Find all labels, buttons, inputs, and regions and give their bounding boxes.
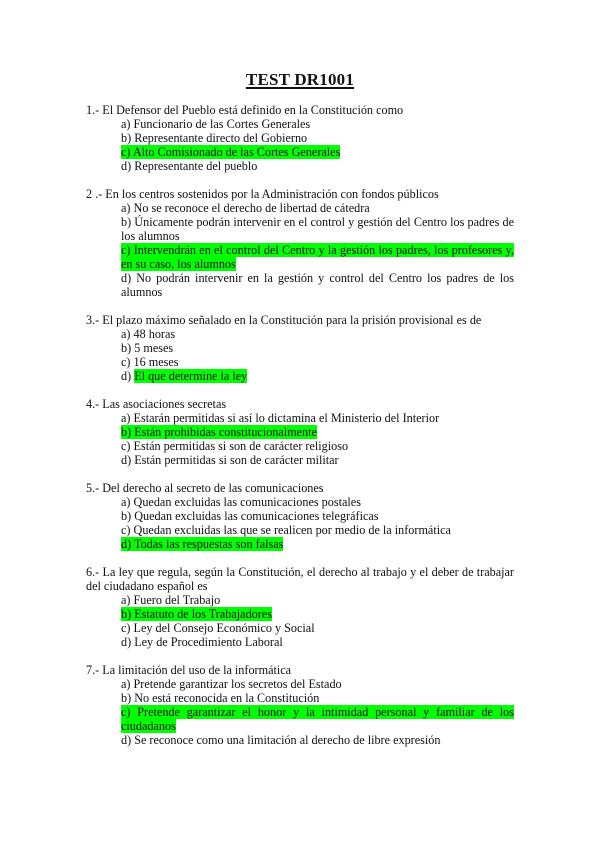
question-2 [86, 187, 514, 299]
question-text: 6.- La ley que regula, según la Constitución, el derecho al trabajo y el deber de trabajar del ciudadano español es [86, 565, 514, 593]
question-text: 5.- Del derecho al secreto de las comunicaciones [86, 481, 324, 495]
document-title: TEST DR1001 [245, 70, 355, 89]
question-text: 2 .- En los centros sostenidos por la Administración con fondos públicos [86, 187, 439, 201]
question-6 [86, 565, 514, 649]
correct-answer-highlight: c) Pretende garantizar el honor y la intimidad personal y familiar de los ciudadanos [121, 705, 514, 733]
option-d: d) Están permitidas si son de carácter militar [121, 453, 339, 467]
question-7 [86, 663, 514, 747]
option-b: b) No está reconocida en la Constitución [121, 691, 320, 705]
question-1 [86, 103, 514, 173]
option-d: d) No podrán intervenir en la gestión y control del Centro los padres de los alumnos [121, 271, 514, 299]
option-d: d) Se reconoce como una limitación al derecho de libre expresión [121, 733, 441, 747]
option-a: a) Fuero del Trabajo [121, 593, 221, 607]
question-text: 7.- La limitación del uso de la informática [86, 663, 292, 677]
correct-answer-highlight: d) Todas las respuestas son falsas [121, 537, 284, 551]
option-c-correct [121, 145, 514, 159]
question-text: 3.- El plazo máximo señalado en la Constitución para la prisión provisional es de [86, 313, 482, 327]
option-b-correct [121, 607, 514, 621]
option-c-correct [121, 705, 514, 733]
correct-answer-highlight: c) Alto Comisionado de las Cortes Generales [121, 145, 341, 159]
option-c: c) Están permitidas si son de carácter religioso [121, 439, 349, 453]
question-text: 1.- El Defensor del Pueblo está definido en la Constitución como [86, 103, 404, 117]
option-a: a) Funcionario de las Cortes Generales [121, 117, 311, 131]
correct-answer-highlight: b) Están prohibidas constitucionalmente [121, 425, 317, 439]
option-d-correct [121, 537, 514, 551]
option-c: c) 16 meses [121, 355, 179, 369]
option-a: a) Quedan excluidas las comunicaciones postales [121, 495, 361, 509]
question-4 [86, 397, 514, 467]
option-a: a) 48 horas [121, 327, 176, 341]
option-b-correct [121, 425, 514, 439]
option-c: c) Quedan excluidas las que se realicen por medio de la informática [121, 523, 451, 537]
option-b: b) 5 meses [121, 341, 174, 355]
option-d: d) Representante del pueblo [121, 159, 258, 173]
option-c-correct [121, 243, 514, 271]
question-list [86, 103, 514, 761]
option-a: a) Estarán permitidas si así lo dictamina el Ministerio del Interior [121, 411, 440, 425]
option-d: d) Ley de Procedimiento Laboral [121, 635, 283, 649]
correct-answer-highlight: c) Intervendrán en el control del Centro y la gestión los padres, los profesores y, en su caso, los alumnos [121, 243, 514, 271]
question-5 [86, 481, 514, 551]
question-text: 4.- Las asociaciones secretas [86, 397, 227, 411]
option-b: b) Quedan excluidas las comunicaciones telegráficas [121, 509, 379, 523]
option-letter: d) [121, 369, 135, 383]
option-b: b) Representante directo del Gobierno [121, 131, 308, 145]
option-b: b) Únicamente podrán intervenir en el control y gestión del Centro los padres de los alumnos [121, 215, 514, 243]
correct-answer-highlight: b) Estatuto de los Trabajadores [121, 607, 272, 621]
question-3 [86, 313, 514, 383]
option-a: a) Pretende garantizar los secretos del Estado [121, 677, 342, 691]
correct-answer-highlight: El que determine la ley [134, 369, 248, 383]
option-d-correct [121, 369, 514, 383]
option-c: c) Ley del Consejo Económico y Social [121, 621, 315, 635]
option-a: a) No se reconoce el derecho de libertad de cátedra [121, 201, 370, 215]
